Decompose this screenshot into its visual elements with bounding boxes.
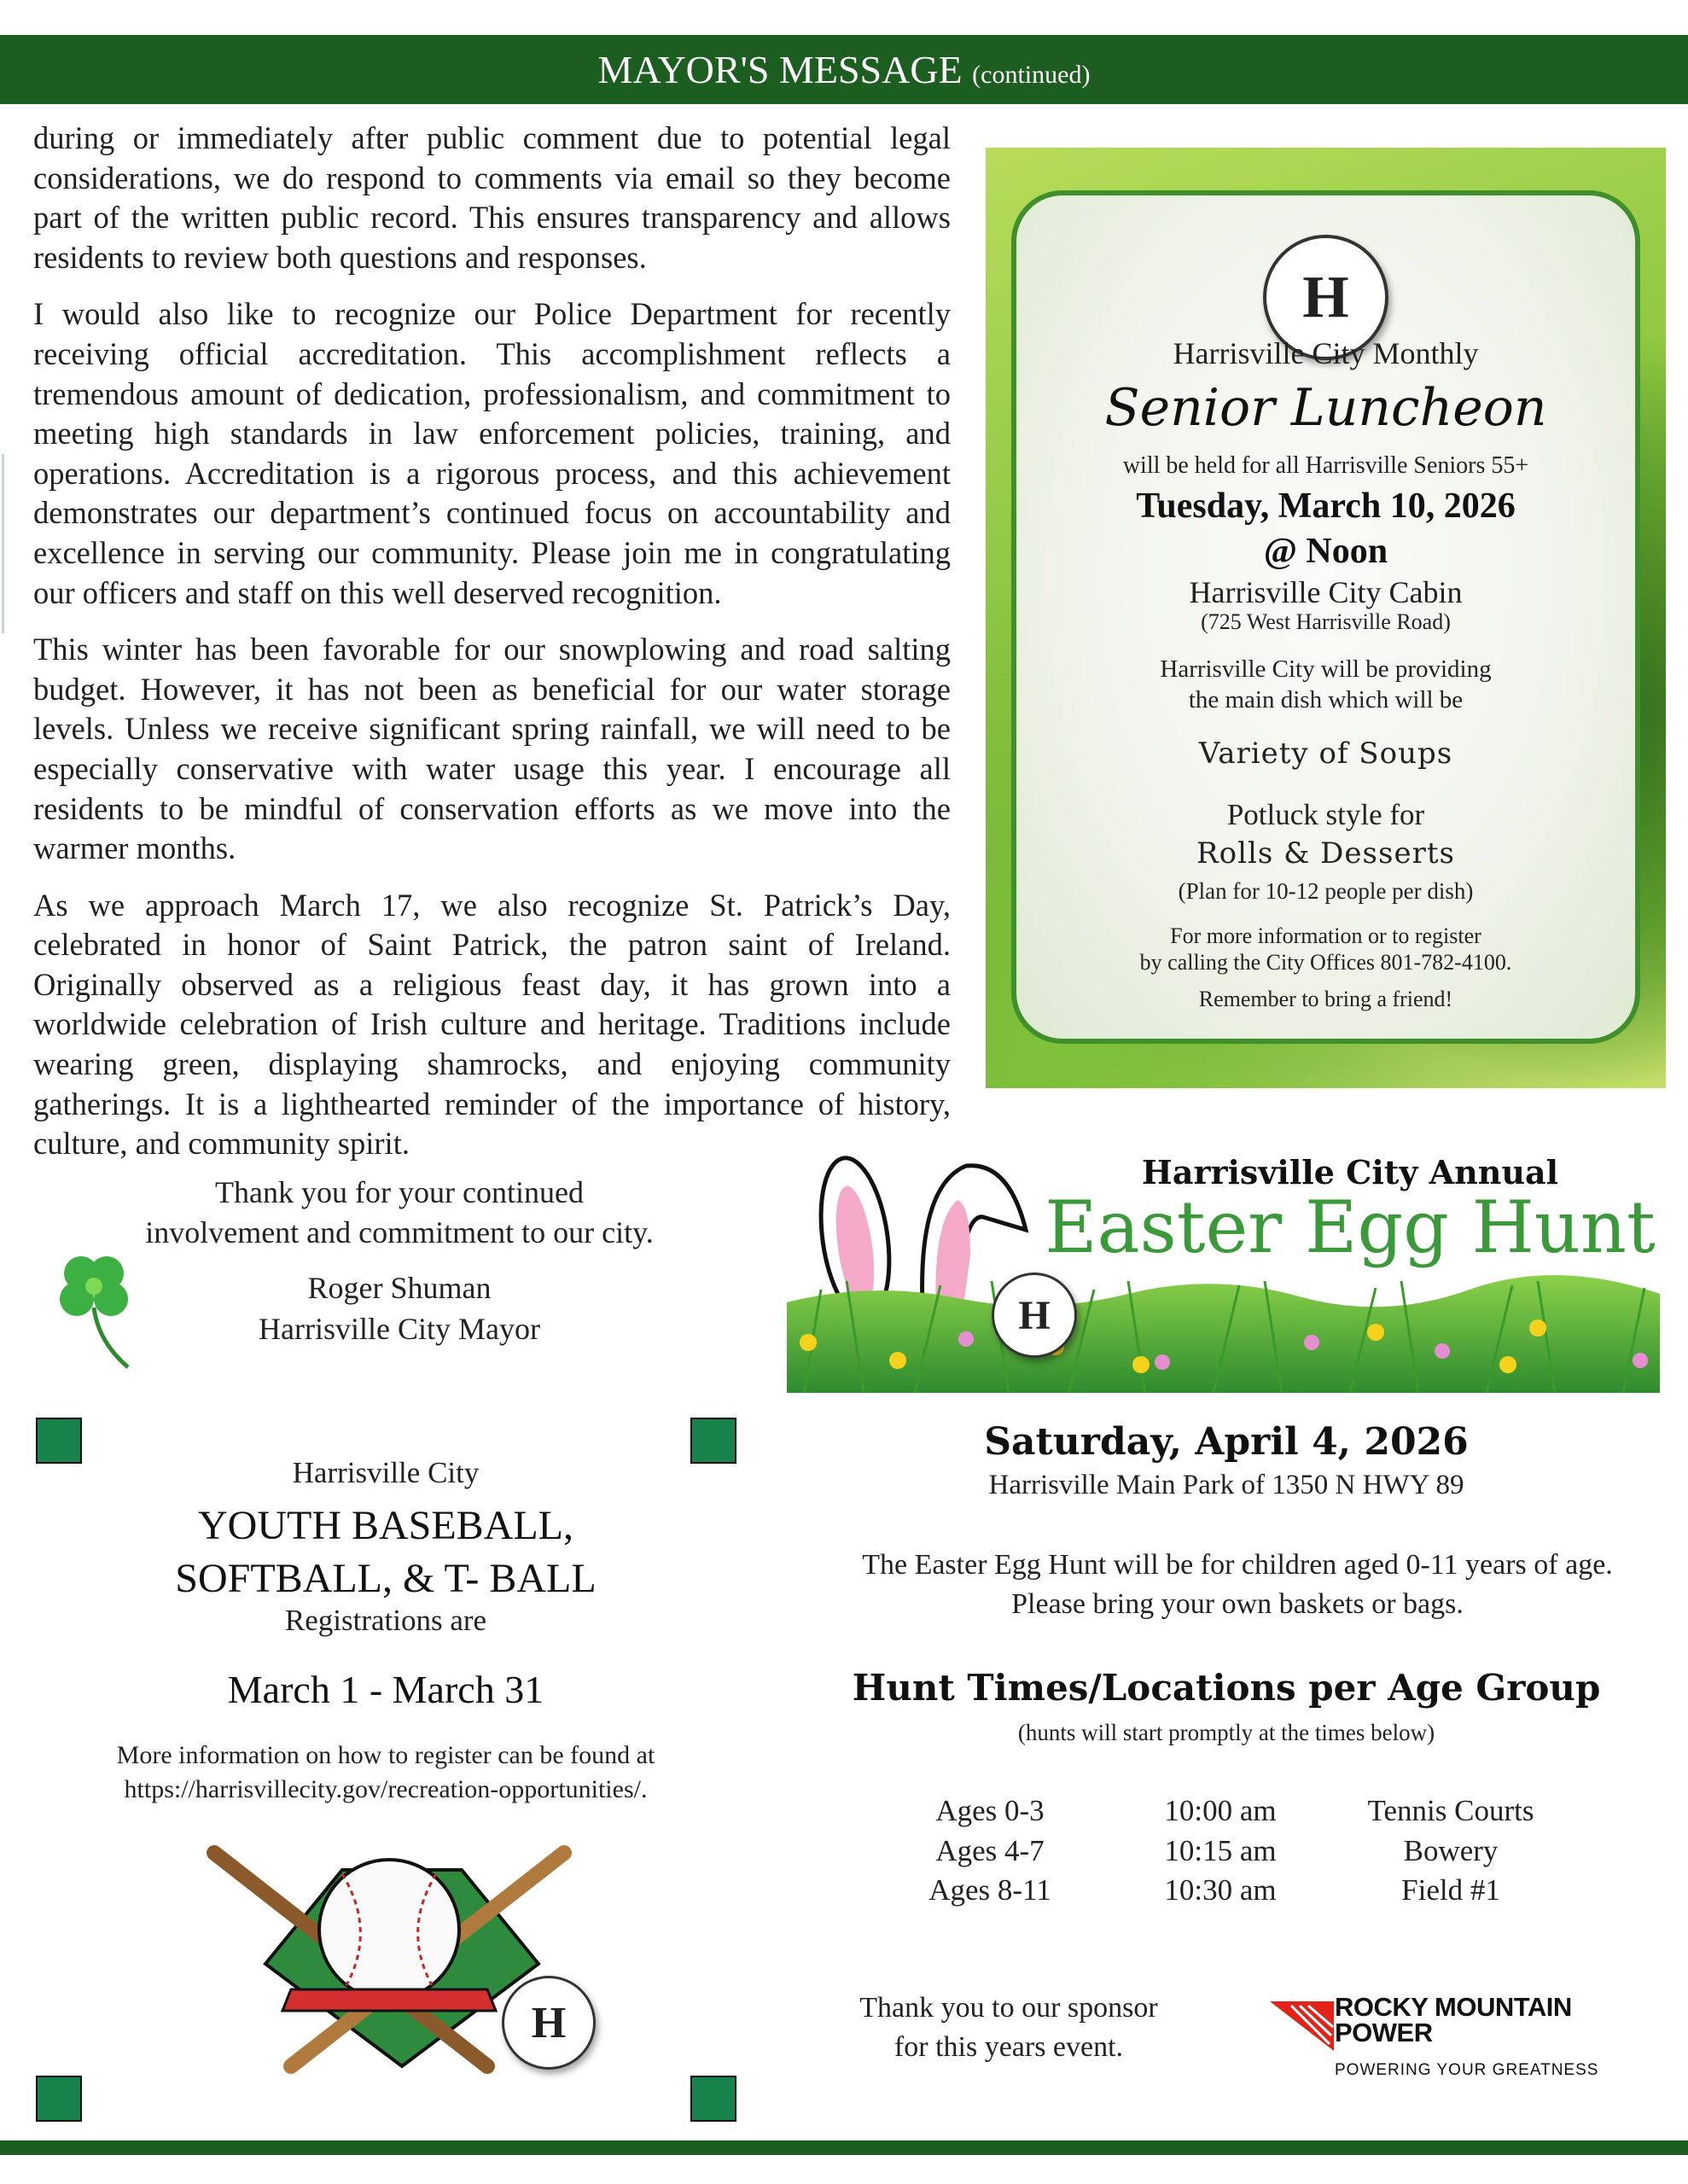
luncheon-info-1: For more information or to register [1170, 923, 1481, 948]
easter-date: Saturday, April 4, 2026 [984, 1420, 1469, 1464]
margin-rule [2, 454, 4, 633]
luncheon-line1: Harrisville City Monthly [1173, 336, 1479, 370]
schedule-time: 10:00 am [1164, 1794, 1277, 1827]
sponsor-tagline: POWERING YOUR GREATNESS [1335, 2061, 1599, 2079]
city-seal-logo: H [502, 1976, 596, 2070]
schedule-time: 10:15 am [1164, 1834, 1277, 1867]
easter-subtitle: Harrisville City Annual [1141, 1153, 1559, 1191]
luncheon-address: (725 West Harrisville Road) [1201, 609, 1451, 634]
schedule-age: Ages 0-3 [935, 1794, 1045, 1827]
luncheon-potluck: Potluck style for [1226, 798, 1425, 831]
luncheon-provide-2: the main dish which will be [1188, 686, 1464, 713]
paragraph: during or immediately after public comment due to potential legal considerations, we do respond to comments via email so they become part of the written public record. This ensures transparency and allows residents to review both questions and responses. [33, 120, 951, 275]
easter-title: Easter Egg Hunt [1045, 1185, 1656, 1269]
schedule-time: 10:30 am [1164, 1873, 1277, 1907]
luncheon-reminder: Remember to bring a friend! [1198, 987, 1453, 1011]
baseball-title-1: YOUTH BASEBALL, [198, 1503, 573, 1548]
easter-description-2: Please bring your own baskets or bags. [1011, 1588, 1464, 1620]
baseball-info-1: More information on how to register can be found at [116, 1741, 655, 1769]
mayor-message-body [33, 119, 951, 1181]
hunt-times-title: Hunt Times/Locations per Age Group [852, 1667, 1601, 1709]
baseball-dates: March 1 - March 31 [227, 1668, 544, 1711]
schedule-age: Ages 4-7 [935, 1834, 1045, 1867]
luncheon-place: Harrisville City Cabin [1189, 575, 1463, 609]
shamrock-icon [51, 1248, 137, 1376]
sponsor-name: ROCKY MOUNTAIN POWER [1335, 1992, 1572, 2047]
signer-title: Harrisville City Mayor [259, 1312, 540, 1346]
easter-banner [787, 1153, 1660, 1393]
section-subtitle: (continued) [972, 61, 1091, 89]
rocky-mountain-power-logo [1270, 1992, 1611, 2084]
luncheon-info-2: by calling the City Offices 801-782-4100. [1139, 950, 1512, 975]
city-seal-logo: H [1263, 235, 1388, 360]
schedule-location: Bowery [1403, 1834, 1499, 1867]
schedule-location: Field #1 [1401, 1873, 1500, 1907]
paragraph: This winter has been favorable for our snowplowing and road salting budget. However, it has not been as beneficial for our water storage levels. Unless we receive significant spring rainfall, we will need to be especially conservative with water usage this year. I encourage all residents to be mindful of conservation efforts as we move into the warmer months. [33, 632, 951, 866]
footer-bar [0, 2140, 1688, 2155]
section-header [0, 35, 1688, 104]
schedule-location: Tennis Courts [1367, 1794, 1534, 1827]
corner-square [690, 2076, 736, 2122]
schedule-age: Ages 8-11 [928, 1873, 1051, 1907]
baseball-line2: Registrations are [284, 1604, 487, 1637]
sponsor-thanks-2: for this years event. [893, 2031, 1124, 2063]
closing-line-2: involvement and commitment to our city. [145, 1215, 654, 1249]
baseball-line1: Harrisville City [292, 1456, 480, 1489]
closing-line-1: Thank you for your continued [215, 1175, 584, 1209]
corner-square [36, 2076, 82, 2122]
luncheon-main-dish: Variety of Soups [1198, 737, 1453, 771]
signer-name: Roger Shuman [307, 1271, 492, 1305]
hunt-times-note: (hunts will start promptly at the times below) [1017, 1720, 1435, 1745]
luncheon-date: Tuesday, March 10, 2026 [1136, 486, 1516, 526]
luncheon-plan: (Plan for 10-12 people per dish) [1178, 878, 1474, 904]
luncheon-potluck-items: Rolls & Desserts [1196, 836, 1455, 871]
luncheon-title: Senior Luncheon [1104, 378, 1547, 438]
rmp-logo-icon [1270, 2001, 1338, 2053]
easter-description-1: The Easter Egg Hunt will be for children aged 0-11 years of age. [862, 1549, 1613, 1581]
section-title: MAYOR'S MESSAGE [597, 48, 963, 91]
senior-luncheon-flyer [986, 148, 1666, 1088]
luncheon-provide-1: Harrisville City will be providing [1160, 655, 1492, 683]
easter-location: Harrisville Main Park of 1350 N HWY 89 [988, 1470, 1464, 1500]
sponsor-thanks-1: Thank you to our sponsor [859, 1992, 1158, 2024]
luncheon-eligibility: will be held for all Harrisville Seniors 55+ [1122, 452, 1529, 479]
paragraph: As we approach March 17, we also recognize St. Patrick’s Day, celebrated in honor of Saint Patrick, the patron saint of Ireland. Originally observed as a religious feast day, it has grown into a worldwide celebration of Irish culture and heritage. Traditions include wearing green, displaying shamrocks, and enjoying community gatherings. It is a lighthearted reminder of the importance of history, culture, and community spirit. [33, 887, 951, 1162]
baseball-title-2: SOFTBALL, & T- BALL [175, 1556, 597, 1601]
city-seal-logo: H [992, 1273, 1077, 1358]
luncheon-time: @ Noon [1263, 532, 1388, 571]
paragraph: I would also like to recognize our Police Department for recently receiving official accreditation. This accomplishment reflects a tremendous amount of dedication, professionalism, and commitment to meeting high standards in law enforcement policies, training, and operations. Accreditation is a rigorous process, and this achievement demonstrates our department’s continued focus on accountability and excellence in serving our community. Please join me in congratulating our officers and staff on this well deserved recognition. [33, 296, 951, 610]
baseball-info-link[interactable]: https://harrisvillecity.gov/recreation-opportunities/. [124, 1775, 648, 1803]
